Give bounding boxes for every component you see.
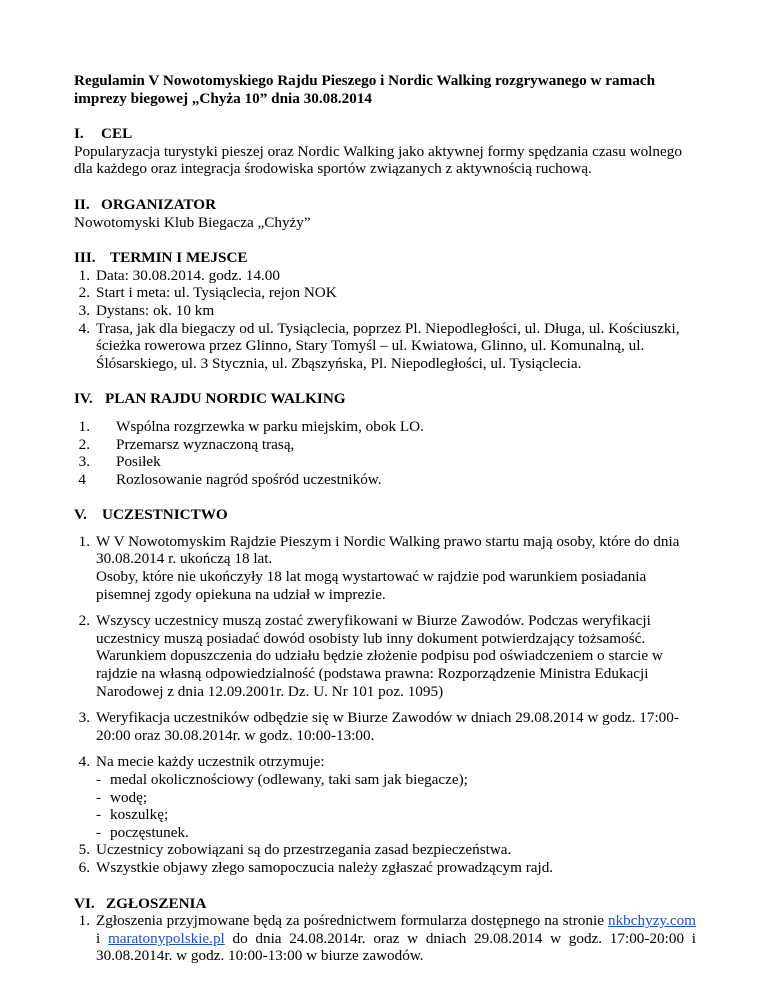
prize-text: poczęstunek. — [110, 823, 189, 841]
list-text: Posiłek — [116, 453, 161, 471]
section-cel — [74, 125, 696, 178]
section-title: CEL — [101, 125, 133, 143]
section-number: V. — [74, 506, 87, 524]
section-zgloszenia — [74, 895, 696, 965]
list-text: Wspólna rozgrzewka w parku miejskim, obok LO. — [116, 417, 424, 435]
list-item — [74, 453, 696, 471]
section-plan — [74, 390, 696, 488]
list-number: 4 — [78, 470, 86, 488]
section-heading — [74, 506, 696, 524]
section-number: II. — [74, 195, 90, 213]
list-number: 3. — [78, 709, 90, 727]
list-number: 3. — [78, 453, 90, 471]
list-text: Uczestnicy zobowiązani są do przestrzegania zasad bezpieczeństwa. — [96, 841, 512, 859]
termin-list — [74, 267, 696, 373]
section-heading — [74, 390, 696, 408]
list-number: 1. — [78, 266, 90, 284]
prize-text: medal okolicznościowy (odlewany, taki sam jak biegacze); — [110, 771, 468, 788]
section-heading — [74, 249, 696, 267]
section-text: Nowotomyski Klub Biegacza „Chyży” — [74, 213, 311, 231]
list-number: 2. — [78, 435, 90, 453]
list-item — [74, 267, 696, 285]
list-number: 3. — [78, 301, 90, 319]
dash-bullet: - — [96, 823, 102, 841]
section-title: TERMIN I MEJSCE — [110, 249, 248, 267]
list-item — [74, 284, 696, 302]
dash-bullet: - — [96, 806, 102, 824]
section-heading — [74, 125, 696, 143]
list-text: Zgłoszenia przyjmowane będą za pośrednictwem formularza dostępnego na stronie — [96, 912, 608, 930]
list-number: 2. — [78, 284, 90, 302]
section-title: PLAN RAJDU NORDIC WALKING — [105, 390, 346, 408]
list-text: Rozlosowanie nagród spośród uczestników. — [116, 470, 382, 488]
prize-item — [96, 806, 696, 824]
section-number: III. — [74, 249, 96, 267]
zgloszenia-list — [74, 912, 696, 965]
dash-bullet: - — [96, 771, 102, 788]
list-text: Przemarsz wyznaczoną trasą, — [116, 435, 295, 453]
section-organizator — [74, 196, 696, 231]
document-page — [74, 72, 696, 965]
list-text: do dnia 24.08.2014r. oraz w dniach 29.08.2014 w godz. 17:00-20:00 i 30.08.2014r. w godz. 10:00-13:00 w biurze zawodów. — [96, 929, 696, 965]
plan-list — [74, 418, 696, 488]
section-heading — [74, 196, 696, 214]
list-number: 1. — [78, 417, 90, 435]
list-item — [74, 859, 696, 877]
section-number: IV. — [74, 390, 93, 408]
list-text: Wszystkie objawy złego samopoczucia należy zgłaszać prowadzącym rajd. — [96, 858, 554, 876]
list-text-block — [90, 533, 696, 603]
list-text: Na mecie każdy uczestnik otrzymuje: — [96, 753, 325, 771]
section-termin — [74, 249, 696, 372]
list-item — [74, 709, 696, 744]
dash-bullet: - — [96, 788, 102, 806]
list-item — [74, 753, 696, 841]
nkbchyzy-link[interactable]: nkbchyzy.com — [607, 912, 696, 930]
list-number: 4. — [78, 319, 90, 337]
list-item — [74, 320, 696, 373]
list-text: i — [96, 929, 108, 947]
section-text: Popularyzacja turystyki pieszej oraz Nordic Walking jako aktywnej formy spędzania czasu wolnego dla każdego oraz integracja środowiska sportów związanych z aktywnością ruchową. — [74, 142, 682, 178]
prize-text: wodę; — [110, 788, 148, 806]
list-text-block — [90, 912, 696, 965]
section-uczestnictwo — [74, 506, 696, 876]
list-text: Dystans: ok. 10 km — [96, 301, 215, 319]
list-text: Weryfikacja uczestników odbędzie się w Biurze Zawodów w dniach 29.08.2014 w godz. 17:00-20:00 oraz 30.08.2014r. w godz. 10:00-13:00. — [96, 709, 679, 744]
prize-item — [96, 824, 696, 842]
list-item — [74, 841, 696, 859]
uczestnictwo-list — [74, 533, 696, 877]
list-item — [74, 533, 696, 603]
section-title: ZGŁOSZENIA — [106, 894, 207, 912]
list-item — [74, 612, 696, 700]
list-text: Data: 30.08.2014. godz. 14.00 — [96, 266, 280, 284]
list-text-block — [90, 753, 696, 841]
list-text: Start i meta: ul. Tysiąclecia, rejon NOK — [96, 284, 337, 302]
document-title: Regulamin V Nowotomyskiego Rajdu Pieszego i Nordic Walking rozgrywanego w ramach imprezy biegowej „Chyża 10” dnia 30.08.2014 — [74, 72, 656, 107]
prize-item — [96, 771, 696, 789]
list-number: 6. — [78, 858, 90, 876]
list-text: Wszyscy uczestnicy muszą zostać zweryfikowani w Biurze Zawodów. Podczas weryfikacji uczestnicy muszą posiadać dowód osobisty lub inny dokument potwierdzający tożsamość. Warunkiem dopuszczenia do udziału będzie złożenie podpisu pod oświadczeniem o starcie w rajdzie na własną odpowiedzialność (podstawa prawna: Rozporządzenie Ministra Edukacji Narodowej z dnia 12.09.2001r. Dz. U. Nr 101 poz. 1095) — [96, 612, 663, 700]
list-item — [74, 436, 696, 454]
section-title: UCZESTNICTWO — [102, 506, 228, 524]
list-item — [74, 418, 696, 436]
list-item — [74, 302, 696, 320]
section-heading — [74, 895, 696, 913]
list-number: 5. — [78, 841, 90, 859]
prize-text: koszulkę; — [110, 806, 169, 824]
list-text: W V Nowotomyskim Rajdzie Pieszym i Nordic Walking prawo startu mają osoby, które do dnia 30.08.2014 r. ukończą 18 lat. — [96, 532, 680, 568]
section-number: I. — [74, 125, 84, 143]
section-number: VI. — [74, 894, 95, 912]
list-number: 1. — [78, 912, 90, 930]
list-number: 4. — [78, 753, 90, 771]
list-text: Trasa, jak dla biegaczy od ul. Tysiąclecia, poprzez Pl. Niepodległości, ul. Długa, ul. Kościuszki, ścieżka rowerowa przez Glinno, Stary Tomyśl – ul. Kwiatowa, Glinno, ul. Komunalną, ul. Ślósarskiego, ul. 3 Stycznia, ul. Zbąszyńska, Pl. Niepodległości, ul. Tysiąclecia. — [96, 319, 680, 372]
list-text: Osoby, które nie ukończyły 18 lat mogą wystartować w rajdzie pod warunkiem posiadania pisemnej zgody opiekuna na udział w imprezie. — [96, 568, 647, 603]
prize-item — [96, 789, 696, 807]
list-item — [74, 912, 696, 965]
list-number: 2. — [78, 612, 90, 630]
maratonypolskie-link[interactable]: maratonypolskie.pl — [107, 929, 225, 947]
list-item — [74, 471, 696, 489]
list-number: 1. — [78, 532, 90, 550]
section-title: ORGANIZATOR — [101, 195, 217, 213]
